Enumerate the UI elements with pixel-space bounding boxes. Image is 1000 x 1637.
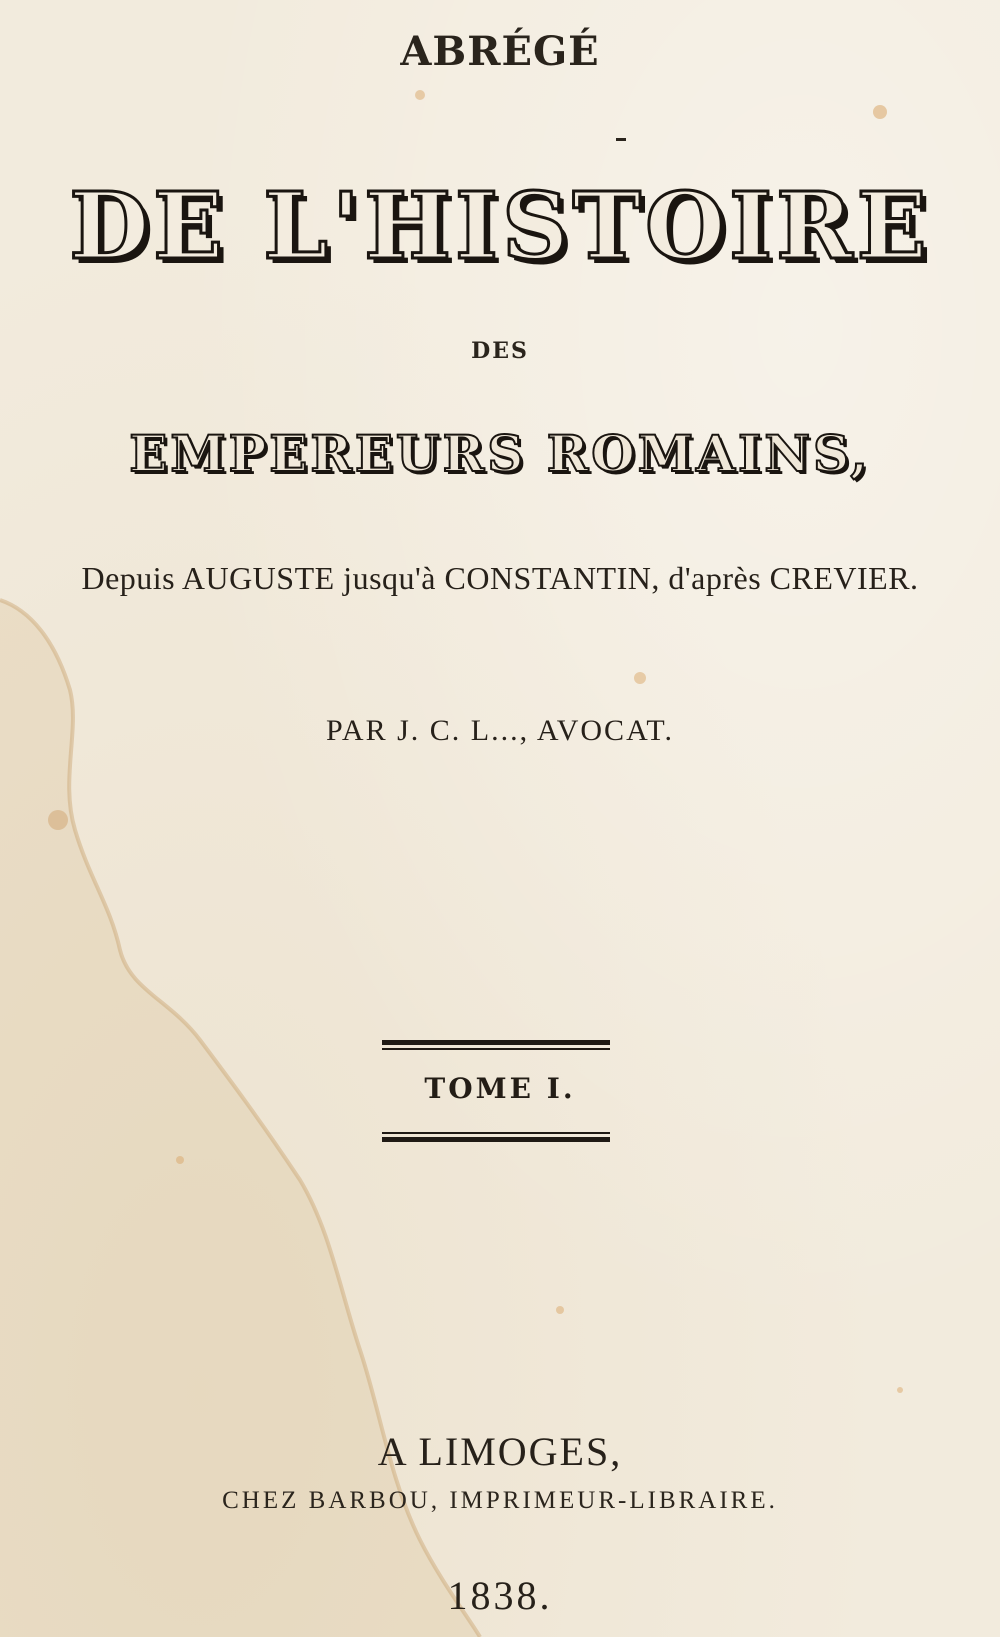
volume-label: TOME I.: [424, 1072, 576, 1105]
ink-mark: [616, 138, 626, 141]
subtitle: Depuis AUGUSTE jusqu'à CONSTANTIN, d'après CREVIER.: [81, 560, 919, 596]
title-line-abrege: ABRÉGÉ: [400, 28, 600, 75]
imprint-publisher: CHEZ BARBOU, IMPRIMEUR-LIBRAIRE.: [222, 1487, 778, 1514]
imprint-place: A LIMOGES,: [377, 1429, 623, 1474]
imprint-year: 1838.: [447, 1573, 553, 1618]
rule-below-volume: [382, 1132, 610, 1142]
author-line: PAR J. C. L..., AVOCAT.: [325, 714, 675, 747]
main-title: DE L'HISTOIRE: [69, 172, 931, 280]
title-line-emperors: EMPEREURS ROMAINS,: [129, 424, 871, 483]
title-line-des: DES: [471, 338, 529, 364]
rule-above-volume: [382, 1040, 610, 1050]
